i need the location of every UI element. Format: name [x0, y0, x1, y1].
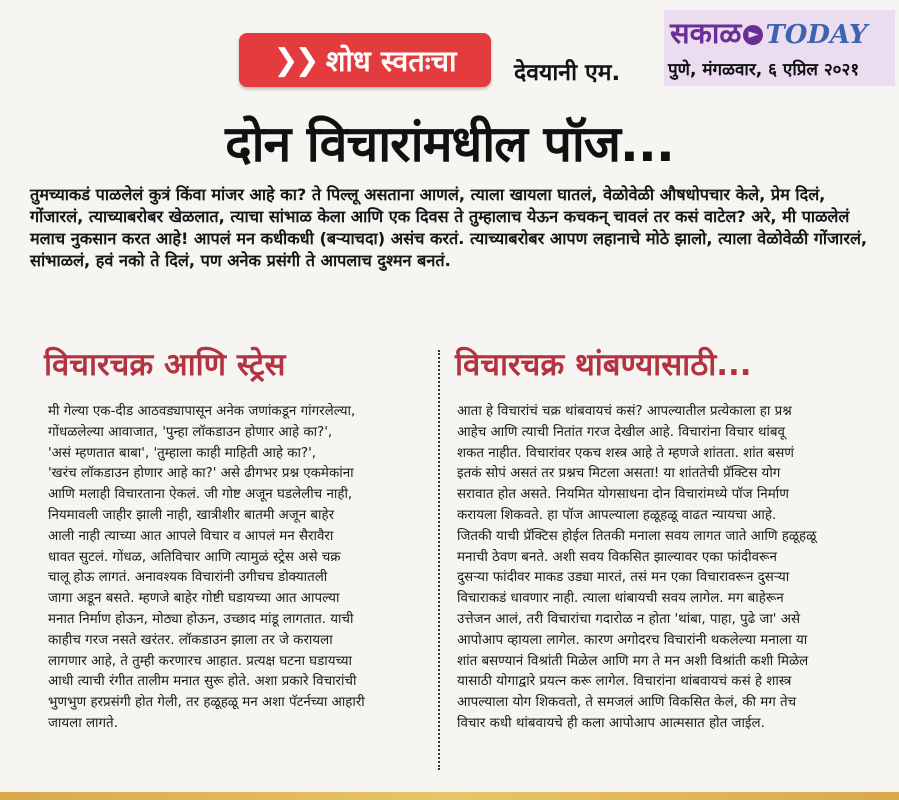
body-line: भुणभुण हरप्रसंगी होत गेली, तर हळूहळू मन अशा पॅटर्नच्या आहारी: [48, 695, 365, 711]
body-line: आता हे विचारांचं चक्र थांबवायचं कसं? आपल्यातील प्रत्येकाला हा प्रश्न: [457, 404, 792, 419]
body-line: गोंधळलेल्या आवाजात, 'पुन्हा लॉकडाउन होणार आहे का?',: [48, 424, 333, 440]
body-line: जागा अडून बसते. म्हणजे बाहेर गोष्टी घडायच्या आत आपल्या: [48, 591, 340, 607]
body-line: काहीच गरज नसते खरंतर. लॉकडाउन झाला तर जे करायला: [48, 632, 333, 648]
masthead-brand: सकाळ: [670, 16, 742, 50]
body-line: चालू होऊ लागतं. अनावश्यक विचारांनी उगीचच डोक्यातली: [48, 570, 328, 586]
body-line: मनात निर्माण होऊन, मोठ्या होऊन, उच्छाद मांडू लागतात. याची: [48, 611, 354, 627]
body-line: आली नाही त्याच्या आत आपले विचार व आपलं मन सैरावैरा: [48, 528, 334, 544]
body-line: यासाठी योगाद्वारे प्रयत्न करू लागेल. विचारांना थांबवायचं कसं हे शास्त्र: [457, 674, 792, 690]
column-badge: [239, 33, 491, 87]
masthead-today: TODAY: [765, 20, 868, 50]
body-line: मनाची ठेवण बनते. अशी सवय विकसित झाल्यावर एका फांदीवरून: [457, 549, 777, 565]
body-line: दुसऱ्या फांदीवर माकड उड्या मारतं, तसं मन एका विचारावरून दुसऱ्या: [457, 570, 790, 586]
body-line: करायला शिकवते. हा पॉज आपल्याला हळूहळू वाढत न्यायचा आहे.: [457, 507, 777, 523]
body-line: लागणार आहे, ते तुम्ही करणारच आहात. प्रत्यक्ष घटना घडायच्या: [48, 653, 353, 669]
body-line: जितकी याची प्रॅक्टिस होईल तितकी मनाला सवय लागत जाते आणि हळूहळू: [457, 528, 817, 544]
body-line: शकत नाहीत. विचारांवर एकच शस्त्र आहे ते म्हणजे शांतता. शांत बसणं: [457, 445, 794, 461]
body-line: विचार कधी थांबवायचे ही कला आपोआप आत्मसात होत जाईल.: [457, 715, 765, 731]
left-section-heading: विचारचक्र आणि स्ट्रेस: [44, 347, 286, 383]
body-line: 'खरंच लॉकडाउन होणार आहे का?' असे ढीगभर प्रश्न एकमेकांना: [48, 466, 354, 482]
body-line: मी गेल्या एक-दीड आठवड्यापासून अनेक जणांकडून गांगरलेल्या,: [48, 404, 356, 419]
body-line: धावत सुटलं. गोंधळ, अतिविचार आणि त्यामुळं स्ट्रेस असे चक्र: [48, 549, 341, 565]
play-arrow-icon: ►: [743, 25, 763, 45]
body-line: सरावात होत असते. नियमित योगसाधना दोन विचारांमध्ये पॉज निर्माण: [457, 487, 789, 503]
body-line: आणि मलाही विचारताना ऐकलं. जी गोष्ट अजून घडलेलीच नाही,: [48, 487, 353, 503]
article-intro: तुमच्याकडं पाळलेलं कुत्रं किंवा मांजर आहे का? ते पिल्लू असताना आणलं, त्याला खायला घातलं, वेळोवेळी औषधोपचार केले, प्रेम दिलं, गोंजारलं, त्याच्याबरोबर खेळलात, त्याचा सांभाळ केला आणि एक दिवस ते तुम्हालाच येऊन कचकन् चावलं तर कसं वाटेल? अरे, मी पाळलेलं मलाच नुकसान करत आहे! आपलं मन कधीकधी (बऱ्याचदा) असंच करतं. त्याच्याबरोबर आपण लहानाचे मोठे झालो, त्याला वेळोवेळी गोंजारलं, सांभाळलं, हवं नको ते दिलं, पण अनेक प्रसंगी ते आपलाच दुश्मन बनतं.: [30, 185, 868, 270]
body-line: इतकं सोपं असतं तर प्रश्नच मिटला असता! या शांततेची प्रॅक्टिस योग: [457, 466, 781, 482]
left-column-body: [48, 402, 428, 735]
article-headline: दोन विचारांमधील पॉज...: [225, 115, 674, 173]
column-title: शोध स्वतःचा: [325, 43, 457, 78]
right-column-body: [457, 402, 882, 735]
masthead-logo: [670, 13, 867, 52]
newspaper-masthead: [664, 10, 895, 86]
column-divider: [438, 350, 440, 770]
body-line: जायला लागते.: [48, 715, 118, 731]
body-line: शांत बसण्यानं विश्रांती मिळेल आणि मग ते मन अशी विश्रांती कशी मिळेल: [457, 653, 809, 669]
bottom-decorative-rule: [0, 792, 899, 800]
body-line: 'असं म्हणतात बाबा', 'तुम्हाला काही माहिती आहे का?',: [48, 445, 317, 461]
body-line: आपोआप व्हायला लागेल. कारण अगोदरच विचारांनी थकलेल्या मनाला या: [457, 632, 808, 648]
body-line: नियमावली जाहीर झाली नाही, खात्रीशीर बातमी अजून बाहेर: [48, 507, 335, 523]
body-line: उत्तेजन आलं, तरी विचारांचा गदारोळ न होता 'थांबा, पाहा, पुढे जा' असे: [457, 611, 801, 627]
dateline: पुणे, मंगळवार, ६ एप्रिल २०२१: [668, 60, 860, 80]
double-chevron-icon: ❯❯: [273, 42, 316, 78]
body-line: आधी त्याची रंगीत तालीम मनात सुरू होते. अशा प्रकारे विचारांची: [48, 674, 357, 690]
body-line: विचाराकडं धावणार नाही. त्याला थांबायची सवय लागेल. मग बाहेरून: [457, 591, 784, 607]
right-section-heading: विचारचक्र थांबण्यासाठी...: [455, 347, 752, 383]
body-line: आहेच आणि त्याची नितांत गरज देखील आहे. विचारांना विचार थांबवू: [457, 424, 785, 440]
author-name: देवयानी एम.: [514, 60, 621, 86]
body-line: आपल्याला योग शिकवतो, ते समजलं आणि विकसित केलं, की मग तेच: [457, 695, 797, 711]
